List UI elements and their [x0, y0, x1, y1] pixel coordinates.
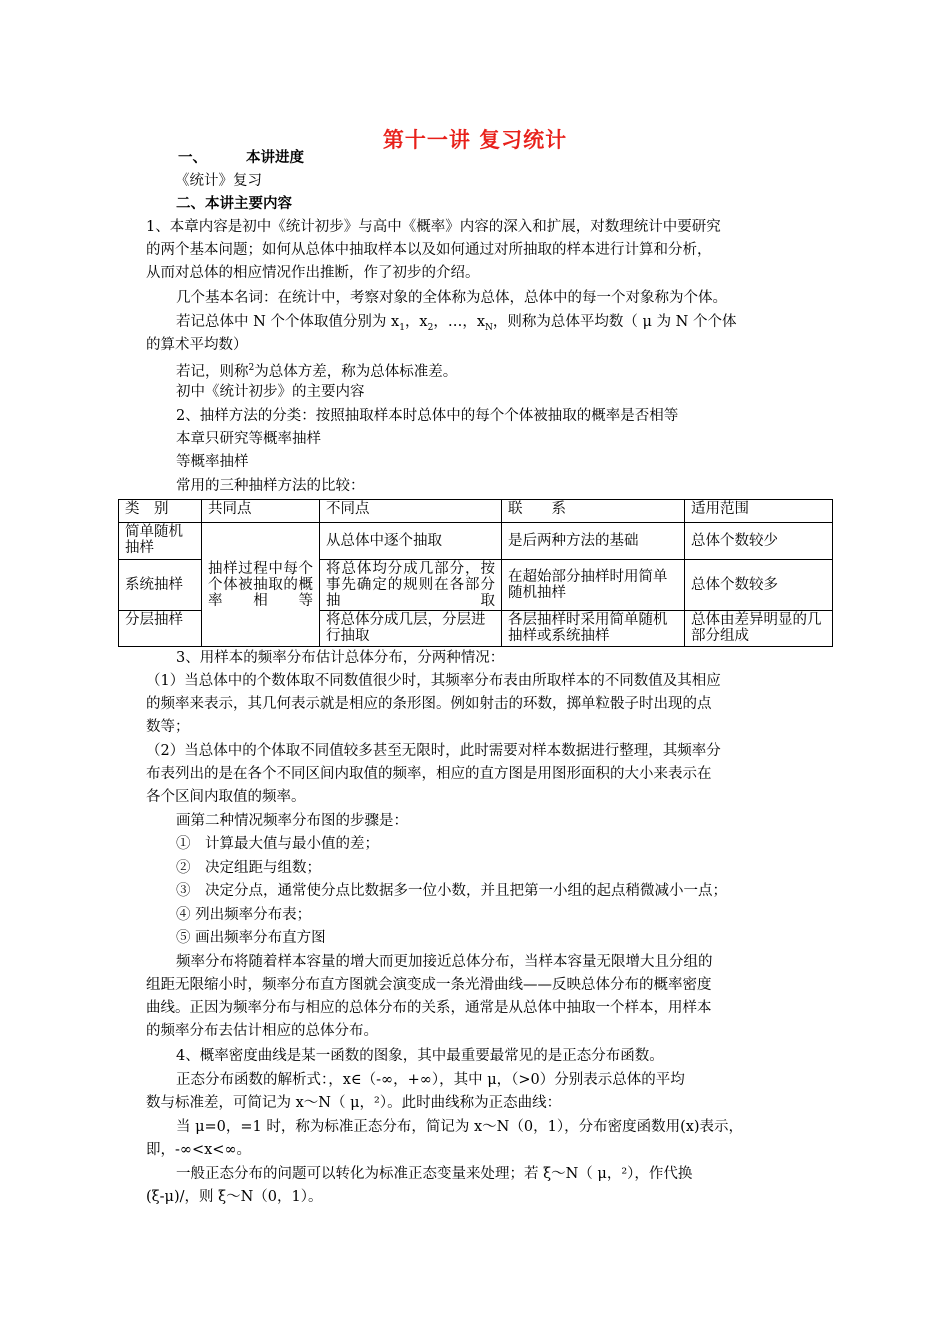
section-1-title: 本讲进度 [246, 149, 304, 166]
paragraph-4-part-b: 为总体方差，称为总体标准差。 [254, 363, 458, 380]
paragraph-12-line-3: 各个区间内取值的频率。 [146, 789, 306, 805]
paragraph-3-part-b: ，x [404, 314, 428, 330]
section-1-number: 一、 [178, 149, 207, 166]
paragraph-17-line-1: 当 μ=0，=1 时，称为标准正态分布，简记为 x～N（0，1），分布密度函数用(x)表示， [176, 1119, 744, 1135]
table-header-cell: 共同点 [202, 500, 320, 523]
table-cell-kind: 简单随机抽样 [119, 523, 202, 560]
paragraph-3-part-c: ，…，x [433, 314, 486, 330]
paragraph-8: 等概率抽样 [176, 454, 249, 470]
superscript-2: 2 [248, 363, 255, 373]
section-1-body: 《统计》复习 [175, 173, 262, 189]
subscript-2: 2 [427, 322, 434, 333]
document-title: 第十一讲 复习统计 [382, 127, 568, 152]
paragraph-11-line-3: 数等； [146, 719, 190, 735]
paragraph-3-line-2: 的算术平均数） [146, 337, 248, 353]
table-cell-diff [320, 560, 502, 611]
paragraph-14-line-3: 曲线。正因为频率分布与相应的总体分布的关系，通常是从总体中抽取一个样本，用样本 [146, 1000, 712, 1016]
paragraph-4-part-a: 若记，则称 [176, 363, 249, 380]
paragraph-18-line-2: (ξ-μ)/，则 ξ～N（0，1）。 [146, 1189, 323, 1205]
sampling-comparison-table [118, 499, 833, 647]
table-header-cell: 适用范围 [685, 500, 833, 523]
subscript-1: 1 [399, 322, 405, 333]
paragraph-16-line-2: 数与标准差，可简记为 x～N（ μ，²）。此时曲线称为正态曲线： [146, 1095, 562, 1111]
paragraph-17-line-2: 即，-∞<x<∞。 [146, 1142, 252, 1158]
subscript-n: N [485, 322, 493, 333]
step-2: ② 决定组距与组数； [176, 860, 321, 876]
table-cell-scope: 总体个数较少 [685, 523, 833, 560]
step-1: ① 计算最大值与最小值的差； [176, 836, 379, 852]
paragraph-14-line-1: 频率分布将随着样本容量的增大而更加接近总体分布，当样本容量无限增大且分组的 [176, 954, 713, 970]
paragraph-12-line-1: （2）当总体中的个体取不同值较多甚至无限时，此时需要对样本数据进行整理，其频率分 [146, 743, 721, 759]
paragraph-3-part-a: 若记总体中 N 个个体取值分别为 x [176, 314, 400, 330]
paragraph-15: 4、概率密度曲线是某一函数的图象，其中最重要最常见的是正态分布函数。 [176, 1048, 664, 1064]
paragraph-16-line-1: 正态分布函数的解析式：，x∈（-∞，+∞），其中 μ，（>0）分别表示总体的平均 [176, 1072, 685, 1088]
diff-text: 将总体均分成几部分，按事先确定的规则在各部分抽取 [326, 561, 495, 609]
paragraph-13: 画第二种情况频率分布图的步骤是： [176, 813, 408, 829]
table-header-cell: 类 别 [119, 500, 202, 523]
paragraph-18-line-1: 一般正态分布的问题可以转化为标准正态变量来处理；若 ξ～N（ μ，²），作代换 [176, 1166, 693, 1182]
paragraph-3-part-d: ，则称为总体平均数（ μ 为 N 个个体 [492, 314, 737, 330]
paragraph-4 [176, 357, 457, 383]
paragraph-9: 常用的三种抽样方法的比较： [176, 478, 365, 494]
paragraph-12-line-2: 布表列出的是在各个不同区间内取值的频率，相应的直方图是用图形面积的大小来表示在 [146, 766, 712, 782]
paragraph-14-line-4: 的频率分布去估计相应的总体分布。 [146, 1023, 378, 1039]
paragraph-10: 3、用样本的频率分布估计总体分布，分两种情况： [176, 650, 505, 666]
table-header-cell: 不同点 [320, 500, 502, 523]
paragraph-1-line-1: 1、本章内容是初中《统计初步》与高中《概率》内容的深入和扩展，对数理统计中要研究 [146, 219, 721, 235]
paragraph-2: 几个基本名词：在统计中，考察对象的全体称为总体，总体中的每一个对象称为个体。 [176, 290, 727, 306]
table-cell-kind: 系统抽样 [119, 560, 202, 611]
paragraph-11-line-2: 的频率来表示，其几何表示就是相应的条形图。例如射击的环数，掷单粒骰子时出现的点 [146, 696, 712, 712]
table-cell-diff: 将总体分成几层，分层进行抽取 [320, 611, 502, 647]
table-cell-common [202, 523, 320, 647]
table-cell-kind: 分层抽样 [119, 611, 202, 647]
table-cell-link: 是后两种方法的基础 [502, 523, 685, 560]
table-cell-link: 在超始部分抽样时用简单随机抽样 [502, 560, 685, 611]
table-cell-link: 各层抽样时采用简单随机抽样或系统抽样 [502, 611, 685, 647]
paragraph-5: 初中《统计初步》的主要内容 [176, 384, 365, 400]
paragraph-11-line-1: （1）当总体中的个数体取不同数值很少时，其频率分布表由所取样本的不同数值及其相应 [146, 673, 721, 689]
table-header-row [119, 500, 833, 523]
step-4: ④ 列出频率分布表； [176, 907, 312, 923]
paragraph-6: 2、抽样方法的分类：按照抽取样本时总体中的每个个体被抽取的概率是否相等 [176, 408, 679, 424]
common-text: 抽样过程中每个个体被抽取的概率相等 [208, 560, 313, 609]
table-row [119, 523, 833, 560]
paragraph-7: 本章只研究等概率抽样 [176, 431, 321, 447]
step-3: ③ 决定分点，通常使分点比数据多一位小数，并且把第一小组的起点稍微减小一点； [176, 883, 727, 899]
paragraph-3-line-1 [176, 311, 736, 339]
table-header-cell: 联 系 [502, 500, 685, 523]
paragraph-14-line-2: 组距无限缩小时，频率分布直方图就会演变成一条光滑曲线——反映总体分布的概率密度 [146, 977, 712, 993]
table-cell-scope: 总体个数较多 [685, 560, 833, 611]
paragraph-1-line-3: 从而对总体的相应情况作出推断，作了初步的介绍。 [146, 265, 480, 281]
table-cell-diff: 从总体中逐个抽取 [320, 523, 502, 560]
paragraph-1-line-2: 的两个基本问题；如何从总体中抽取样本以及如何通过对所抽取的样本进行计算和分析， [146, 242, 712, 258]
step-5: ⑤ 画出频率分布直方图 [176, 930, 326, 946]
section-2-title: 二、本讲主要内容 [176, 195, 292, 212]
table-cell-scope: 总体由差异明显的几部分组成 [685, 611, 833, 647]
